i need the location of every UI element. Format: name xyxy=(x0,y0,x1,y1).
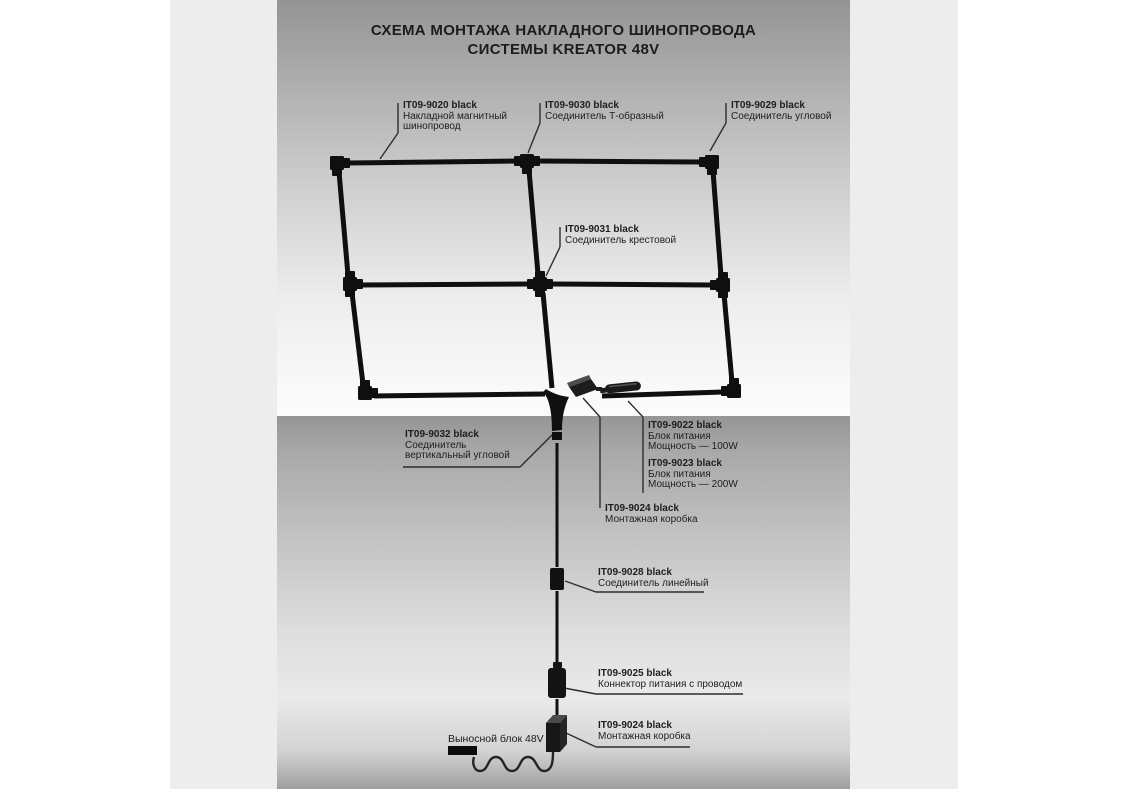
label-it09-9024-bottom: IT09-9024 black Монтажная коробка xyxy=(598,720,691,742)
connector-body xyxy=(330,156,344,170)
connector-stub xyxy=(345,290,355,297)
connector-stub xyxy=(546,279,553,289)
title-line-2: СИСТЕМЫ KREATOR 48V xyxy=(467,41,660,58)
connector-stub xyxy=(514,156,521,166)
corner-connector-top-right-icon xyxy=(699,155,719,175)
title-line-1: СХЕМА МОНТАЖА НАКЛАДНОГО ШИНОПРОВОДА xyxy=(370,22,757,39)
connector-stub xyxy=(535,271,545,278)
page-title xyxy=(277,21,850,59)
power-cable-icon xyxy=(473,752,553,771)
connector-stub xyxy=(332,169,342,176)
connector-body xyxy=(705,155,719,169)
connector-stub xyxy=(699,157,706,167)
label-it09-9029: IT09-9029 black Соединитель угловой xyxy=(731,100,832,122)
callout-leader-line xyxy=(566,733,596,747)
label-it09-9024-mid: IT09-9024 black Монтажная коробка xyxy=(605,503,698,525)
t-connector-middle-right-icon xyxy=(710,272,730,298)
corner-connector-bottom-left-icon xyxy=(358,380,378,400)
connector-body xyxy=(343,277,357,291)
connector-stub xyxy=(371,388,378,398)
label-it09-9031: IT09-9031 black Соединитель крестовой xyxy=(565,224,677,246)
label-it09-9020: IT09-9020 black Накладной магнитный шинопровод xyxy=(403,100,508,133)
connector-stub xyxy=(721,386,728,396)
label-it09-9032: IT09-9032 black Соединитель вертикальный угловой xyxy=(405,429,510,462)
connector-glyphs xyxy=(330,154,741,400)
track-segment xyxy=(724,294,732,382)
connector-stub xyxy=(710,280,717,290)
callout-leader-line xyxy=(628,401,643,417)
callout-leader-line xyxy=(710,123,726,151)
label-remote-block: Выносной блок 48V xyxy=(448,733,544,745)
connector-stub xyxy=(533,156,540,166)
track-segment xyxy=(543,293,552,388)
t-connector-top-middle-icon xyxy=(514,154,540,174)
connector-body xyxy=(727,384,741,398)
track-segment xyxy=(713,171,721,276)
mounting-box-bottom-icon xyxy=(546,715,567,752)
connector-stub xyxy=(729,378,739,385)
connector-stub xyxy=(535,290,545,297)
label-it09-9028: IT09-9028 black Соединитель линейный xyxy=(598,567,709,589)
cross-connector-center-icon xyxy=(527,271,553,297)
track-segment xyxy=(602,392,723,396)
connector-stub xyxy=(345,271,355,278)
vertical-corner-connector-icon xyxy=(543,389,569,440)
track-segment xyxy=(529,170,538,274)
label-it09-9030: IT09-9030 black Соединитель Т-образный xyxy=(545,100,664,122)
callout-leader-line xyxy=(380,133,398,159)
connector-body xyxy=(716,278,730,292)
connector-stub xyxy=(522,167,532,174)
track-segment xyxy=(339,172,348,275)
connector-body xyxy=(358,386,372,400)
linear-connector-icon xyxy=(550,568,564,590)
power-connector-icon xyxy=(548,662,566,698)
track-segment xyxy=(352,293,363,384)
callout-leader-line xyxy=(565,581,596,592)
label-it09-9022: IT09-9022 black Блок питания Мощность — 100W xyxy=(648,420,738,453)
callout-leader-line xyxy=(546,247,560,276)
track-segment xyxy=(374,394,545,396)
callout-leader-line xyxy=(564,688,596,694)
t-connector-middle-left-icon xyxy=(343,271,363,297)
corner-connector-top-left-icon xyxy=(330,156,350,176)
track-segment xyxy=(537,161,701,162)
callout-leader-line xyxy=(583,398,600,417)
connector-stub xyxy=(356,279,363,289)
connector-stub xyxy=(718,291,728,298)
connector-stub xyxy=(527,279,534,289)
power-supply-icon xyxy=(600,381,642,394)
connector-stub xyxy=(360,380,370,387)
connector-stub xyxy=(343,158,350,168)
remote-driver-block-icon xyxy=(448,746,477,755)
connector-stub xyxy=(718,272,728,279)
callout-leader-line xyxy=(520,433,554,467)
connector-body xyxy=(533,277,547,291)
label-it09-9023: IT09-9023 black Блок питания Мощность — 200W xyxy=(648,458,738,491)
connector-body xyxy=(520,154,534,168)
track-segment xyxy=(346,161,517,163)
callout-leader-line xyxy=(528,123,540,153)
track-segment xyxy=(359,284,531,285)
track-segment xyxy=(552,284,712,285)
mounting-box-track-icon xyxy=(567,375,602,397)
label-it09-9025: IT09-9025 black Коннектор питания с проводом xyxy=(598,668,743,690)
connector-stub xyxy=(707,168,717,175)
corner-connector-bottom-right-icon xyxy=(721,378,741,398)
